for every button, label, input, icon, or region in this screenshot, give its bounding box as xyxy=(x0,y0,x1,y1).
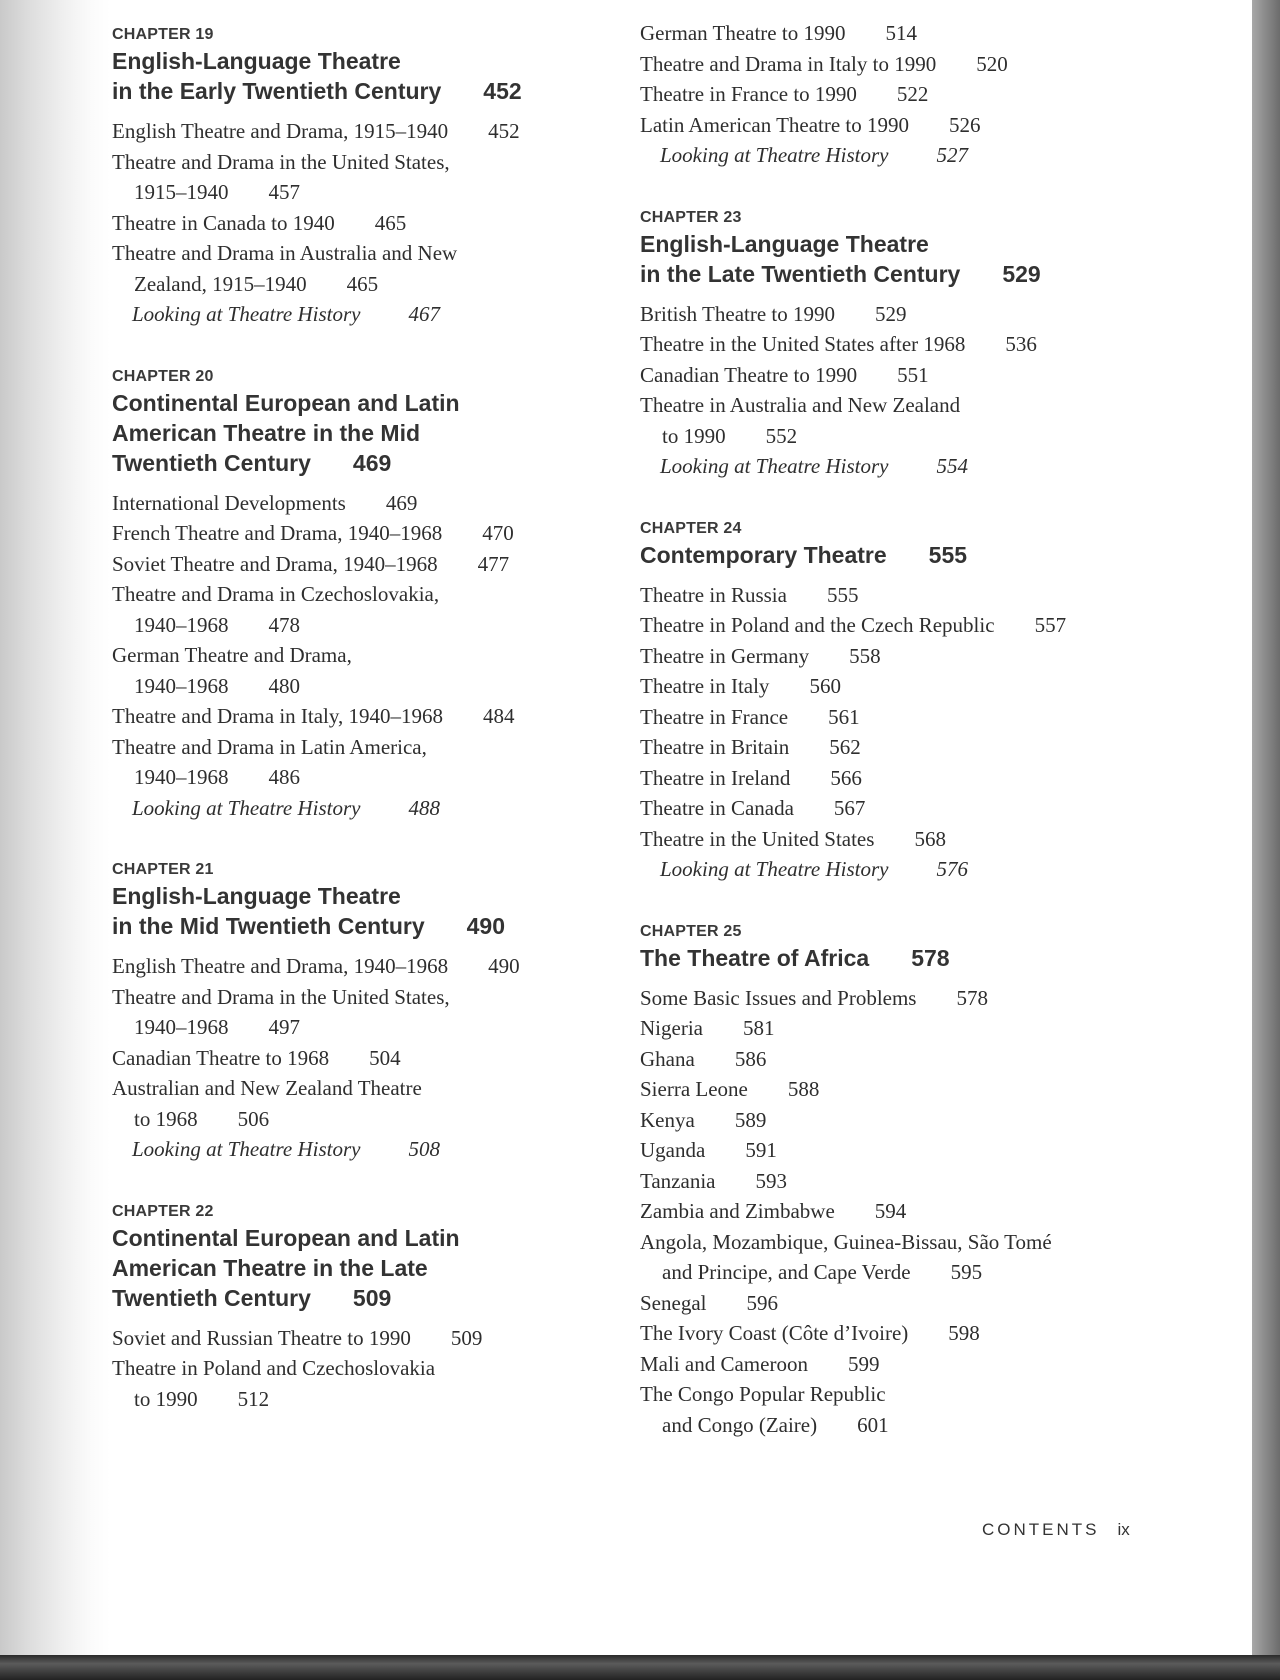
entry-line xyxy=(112,732,632,763)
entry-title: English Theatre and Drama, 1915–1940 xyxy=(112,119,449,143)
chapter-section xyxy=(112,368,632,824)
toc-entry[interactable] xyxy=(112,518,632,549)
entry-line xyxy=(640,1257,1240,1288)
toc-entry[interactable] xyxy=(640,299,1240,330)
chapter-title-line xyxy=(112,1253,632,1283)
entry-page-number: 484 xyxy=(483,704,515,728)
entry-page-number: 452 xyxy=(488,119,520,143)
running-head: CONTENTS xyxy=(982,1520,1100,1539)
entry-line xyxy=(112,208,632,239)
chapter-title-line xyxy=(112,388,632,418)
entry-page-number: 561 xyxy=(828,704,860,729)
chapter-label: CHAPTER 23 xyxy=(640,208,742,226)
entry-line xyxy=(640,390,1240,421)
toc-entry[interactable] xyxy=(112,1353,632,1414)
chapter-title-text: Contemporary Theatre xyxy=(640,541,887,568)
entry-line xyxy=(640,1410,1240,1441)
entry-line xyxy=(640,641,1240,672)
entry-title: Looking at Theatre History xyxy=(660,143,889,167)
entry-line xyxy=(640,580,1240,611)
entry-line xyxy=(112,579,632,610)
entry-line xyxy=(640,793,1240,824)
entry-title: Theatre in Poland and Czechoslovakia xyxy=(112,1356,436,1380)
chapter-title[interactable] xyxy=(112,1223,632,1313)
entry-page-number: 567 xyxy=(833,796,866,820)
chapter-label: CHAPTER 22 xyxy=(112,1202,214,1220)
entry-page-number: 593 xyxy=(755,1168,787,1193)
entry-line xyxy=(112,951,632,982)
entry-title: Looking at Theatre History xyxy=(132,795,361,820)
entry-line xyxy=(640,983,1240,1014)
toc-left-column xyxy=(112,26,632,1452)
chapter-title-line xyxy=(640,943,1240,973)
entry-title: Theatre in France to 1990 xyxy=(640,82,857,106)
entry-title: and Principe, and Cape Verde xyxy=(662,1260,911,1284)
entry-title: 1940–1968 xyxy=(134,1015,229,1039)
entry-title: Theatre and Drama in Czechoslovakia, xyxy=(112,582,440,606)
entry-line xyxy=(640,360,1240,391)
chapter-title-text: in the Late Twentieth Century xyxy=(640,260,961,287)
entry-line xyxy=(640,610,1240,641)
toc-entry[interactable] xyxy=(640,1044,1240,1075)
entry-page-number: 578 xyxy=(956,985,988,1010)
toc-entry[interactable] xyxy=(640,1318,1240,1349)
entry-page-number: 562 xyxy=(829,735,861,759)
chapter-title-text: English-Language Theatre xyxy=(640,230,929,257)
chapter-title[interactable] xyxy=(112,46,632,106)
entry-title: Looking at Theatre History xyxy=(660,857,889,881)
toc-entry[interactable] xyxy=(640,763,1240,794)
chapter-title-text: American Theatre in the Mid xyxy=(112,419,421,446)
entry-line xyxy=(112,1043,632,1074)
chapter-page-number: 578 xyxy=(911,944,950,971)
entry-page-number: 512 xyxy=(237,1386,270,1411)
entry-line xyxy=(112,1104,632,1135)
entry-page-number: 594 xyxy=(874,1199,907,1223)
entry-title: Theatre and Drama in the United States, xyxy=(112,149,450,174)
entry-page-number: 588 xyxy=(787,1077,820,1101)
entry-page-number: 522 xyxy=(896,82,929,106)
entry-title: English Theatre and Drama, 1940–1968 xyxy=(112,954,449,978)
entry-page-number: 486 xyxy=(268,765,300,789)
entry-title: 1915–1940 xyxy=(134,180,229,204)
toc-entry[interactable] xyxy=(112,549,632,580)
entry-title: German Theatre to 1990 xyxy=(640,21,846,45)
book-gutter-shadow xyxy=(0,0,110,1655)
entry-line xyxy=(132,793,632,824)
entry-title: Ghana xyxy=(640,1046,695,1071)
entry-title: Theatre and Drama in the United States, xyxy=(112,984,450,1009)
page-folio: ix xyxy=(1117,1520,1130,1539)
toc-entry[interactable] xyxy=(640,18,1240,49)
entry-line xyxy=(640,1044,1240,1075)
chapter-label: CHAPTER 21 xyxy=(112,861,214,878)
chapter-title-text: Continental European and Latin xyxy=(112,389,460,416)
toc-entry[interactable] xyxy=(640,1105,1240,1136)
entry-page-number: 490 xyxy=(488,954,520,978)
chapter-title-line xyxy=(640,259,1240,289)
entry-title: 1940–1968 xyxy=(134,612,229,637)
chapter-title[interactable] xyxy=(112,388,632,478)
chapter-label: CHAPTER 24 xyxy=(640,519,742,537)
entry-line xyxy=(640,329,1240,360)
entry-page-number: 465 xyxy=(374,210,407,235)
entry-line xyxy=(640,1318,1240,1349)
entry-title: Theatre in Canada to 1940 xyxy=(112,210,335,235)
entry-page-number: 465 xyxy=(346,271,379,296)
toc-entry[interactable] xyxy=(112,640,632,701)
entry-page-number: 509 xyxy=(450,1325,483,1350)
entry-page-number: 560 xyxy=(809,674,841,698)
entry-page-number: 558 xyxy=(849,643,881,668)
chapter-title-text: English-Language Theatre xyxy=(112,883,401,909)
entry-line xyxy=(640,1349,1240,1380)
entry-line xyxy=(112,269,632,300)
toc-entry[interactable] xyxy=(112,116,632,147)
entry-line xyxy=(640,110,1240,141)
chapter-title-line xyxy=(640,540,1240,570)
chapter-section xyxy=(112,26,632,330)
entry-page-number: 601 xyxy=(857,1412,889,1437)
entry-title: Tanzania xyxy=(640,1168,716,1193)
toc-entry[interactable] xyxy=(112,951,632,982)
entry-title: Theatre in Poland and the Czech Republic xyxy=(640,613,995,637)
toc-entry[interactable] xyxy=(112,1323,632,1354)
entry-line xyxy=(640,1227,1240,1258)
chapter-title-text: Twentieth Century xyxy=(112,449,311,476)
toc-entry[interactable] xyxy=(640,1135,1240,1166)
toc-entry[interactable] xyxy=(640,329,1240,360)
entry-line xyxy=(132,1134,632,1165)
entry-page-number: 586 xyxy=(734,1046,767,1071)
toc-entry[interactable] xyxy=(640,824,1240,855)
chapter-label: CHAPTER 20 xyxy=(112,367,214,385)
chapter-title-line xyxy=(112,448,632,478)
chapter-title-line xyxy=(112,46,632,76)
entry-page-number: 497 xyxy=(268,1015,300,1039)
entry-line xyxy=(640,824,1240,855)
looking-at-theatre-history-entry[interactable] xyxy=(640,854,1240,885)
entry-title: 1940–1968 xyxy=(134,673,229,698)
chapter-title-line xyxy=(640,229,1240,259)
entry-title: Theatre and Drama in Italy to 1990 xyxy=(640,51,937,76)
toc-entry[interactable] xyxy=(112,208,632,239)
toc-entry[interactable] xyxy=(640,671,1240,702)
entry-title: Looking at Theatre History xyxy=(132,1137,361,1161)
chapter-label: CHAPTER 19 xyxy=(112,26,214,43)
entry-line xyxy=(660,140,1240,171)
chapter-page-number: 555 xyxy=(928,541,968,568)
looking-at-theatre-history-entry[interactable] xyxy=(112,793,632,824)
toc-entry[interactable] xyxy=(640,610,1240,641)
entry-line xyxy=(640,1379,1240,1410)
chapter-title-text: English-Language Theatre xyxy=(112,48,401,74)
chapter-section xyxy=(640,209,1240,482)
entry-line xyxy=(640,1074,1240,1105)
entry-title: French Theatre and Drama, 1940–1968 xyxy=(112,521,443,545)
entry-page-number: 568 xyxy=(914,826,946,851)
entry-title: Zealand, 1915–1940 xyxy=(134,271,307,296)
entry-line xyxy=(640,763,1240,794)
entry-page-number: 581 xyxy=(742,1016,775,1040)
entry-page-number: 526 xyxy=(949,112,981,137)
chapter-title-line xyxy=(112,1223,632,1253)
chapter-title-line xyxy=(112,881,632,911)
entry-line xyxy=(112,1353,632,1384)
toc-entry[interactable] xyxy=(640,983,1240,1014)
toc-entry[interactable] xyxy=(640,1288,1240,1319)
entry-line xyxy=(660,854,1240,885)
chapter-page-number: 490 xyxy=(466,913,505,939)
entry-line xyxy=(640,421,1240,452)
entry-title: Theatre in the United States xyxy=(640,826,875,851)
entry-title: Uganda xyxy=(640,1138,706,1162)
entry-line xyxy=(112,116,632,147)
entry-line xyxy=(660,451,1240,482)
toc-entry[interactable] xyxy=(640,702,1240,733)
entry-line xyxy=(640,1288,1240,1319)
entry-line xyxy=(640,671,1240,702)
entry-title: Theatre in the United States after 1968 xyxy=(640,332,966,356)
entry-page-number: 477 xyxy=(477,551,510,576)
entry-title: Canadian Theatre to 1968 xyxy=(112,1045,330,1070)
entry-line xyxy=(112,1012,632,1043)
toc-entry[interactable] xyxy=(112,579,632,640)
toc-entry[interactable] xyxy=(640,580,1240,611)
entry-page-number: 566 xyxy=(830,765,862,790)
toc-entry[interactable] xyxy=(640,641,1240,672)
entry-line xyxy=(640,49,1240,80)
entry-page-number: 536 xyxy=(1005,332,1037,356)
entry-title: to 1990 xyxy=(662,423,726,448)
toc-entry[interactable] xyxy=(112,732,632,793)
toc-entry[interactable] xyxy=(640,1166,1240,1197)
looking-at-theatre-history-entry[interactable] xyxy=(112,299,632,330)
toc-entry[interactable] xyxy=(112,1043,632,1074)
entry-line xyxy=(112,177,632,208)
chapter-page-number: 509 xyxy=(352,1284,392,1311)
entry-line xyxy=(640,1105,1240,1136)
toc-entry[interactable] xyxy=(640,1196,1240,1227)
chapter-title[interactable] xyxy=(112,881,632,941)
entry-line xyxy=(112,549,632,580)
entry-line xyxy=(112,518,632,549)
entry-line xyxy=(112,1323,632,1354)
toc-entry[interactable] xyxy=(640,49,1240,80)
entry-line xyxy=(640,702,1240,733)
toc-entry[interactable] xyxy=(112,982,632,1043)
entry-line xyxy=(112,1073,632,1104)
entry-line xyxy=(112,640,632,671)
chapter-title-line xyxy=(112,1283,632,1313)
entry-page-number: 520 xyxy=(976,51,1008,76)
entry-page-number: 504 xyxy=(369,1045,401,1070)
chapter-title-text: Continental European and Latin xyxy=(112,1224,460,1251)
chapter-title[interactable] xyxy=(640,943,1240,973)
entry-page-number: 589 xyxy=(734,1107,767,1132)
entry-title: Nigeria xyxy=(640,1016,703,1040)
chapter-title[interactable] xyxy=(640,229,1240,289)
entry-title: Theatre and Drama in Australia and New xyxy=(112,241,458,265)
entry-title: 1940–1968 xyxy=(134,765,229,789)
page-right-edge xyxy=(1252,0,1280,1680)
chapter-page-number: 452 xyxy=(483,78,522,104)
looking-at-theatre-history-entry[interactable] xyxy=(640,140,1240,171)
entry-title: Latin American Theatre to 1990 xyxy=(640,112,910,137)
entry-title: Australian and New Zealand Theatre xyxy=(112,1076,422,1100)
entry-line xyxy=(640,1196,1240,1227)
chapter-page-number: 529 xyxy=(1002,260,1041,287)
entry-line xyxy=(640,79,1240,110)
chapter-section xyxy=(640,520,1240,885)
entry-page-number: 555 xyxy=(826,582,859,607)
entry-title: Looking at Theatre History xyxy=(132,302,361,326)
toc-entry[interactable] xyxy=(640,1074,1240,1105)
chapter-title-line xyxy=(112,418,632,448)
entry-page-number: 527 xyxy=(936,143,968,167)
toc-entry[interactable] xyxy=(112,147,632,208)
entry-title: International Developments xyxy=(112,490,346,515)
entry-page-number: 457 xyxy=(268,180,300,204)
entry-title: to 1968 xyxy=(134,1106,198,1131)
entry-title: Kenya xyxy=(640,1107,695,1132)
chapter-title[interactable] xyxy=(640,540,1240,570)
entry-line xyxy=(112,671,632,702)
entry-line xyxy=(112,147,632,178)
entry-title: The Congo Popular Republic xyxy=(640,1382,886,1406)
entry-page-number: 551 xyxy=(897,362,929,387)
entry-page-number: 514 xyxy=(885,21,917,45)
entry-title: Theatre in France xyxy=(640,704,789,729)
entry-line xyxy=(112,762,632,793)
entry-page-number: 508 xyxy=(408,1137,440,1161)
entry-page-number: 478 xyxy=(268,612,300,637)
entry-line xyxy=(640,1013,1240,1044)
entry-title: Zambia and Zimbabwe xyxy=(640,1199,835,1223)
chapter-title-text: in the Mid Twentieth Century xyxy=(112,913,425,939)
toc-entry[interactable] xyxy=(640,110,1240,141)
entry-line xyxy=(640,732,1240,763)
entry-line xyxy=(112,488,632,519)
entry-title: Senegal xyxy=(640,1290,707,1315)
chapter-title-text: American Theatre in the Late xyxy=(112,1254,428,1281)
entry-page-number: 598 xyxy=(948,1321,980,1345)
entry-page-number: 552 xyxy=(765,423,798,448)
chapter-page-number: 469 xyxy=(352,449,392,476)
entry-line xyxy=(112,982,632,1013)
page-footer xyxy=(982,1520,1130,1540)
toc-entry[interactable] xyxy=(112,701,632,732)
entry-title: Canadian Theatre to 1990 xyxy=(640,362,858,387)
toc-entry[interactable] xyxy=(112,488,632,519)
looking-at-theatre-history-entry[interactable] xyxy=(112,1134,632,1165)
entry-page-number: 576 xyxy=(936,857,968,881)
chapter-title-line xyxy=(112,76,632,106)
entry-page-number: 599 xyxy=(847,1351,880,1376)
toc-entry[interactable] xyxy=(640,1013,1240,1044)
toc-right-column xyxy=(640,18,1240,1478)
entry-page-number: 596 xyxy=(746,1290,778,1315)
entry-page-number: 591 xyxy=(745,1138,777,1162)
toc-entry[interactable] xyxy=(640,793,1240,824)
entry-line xyxy=(112,1384,632,1415)
entry-line xyxy=(640,18,1240,49)
chapter-title-text: The Theatre of Africa xyxy=(640,944,870,971)
continued-section xyxy=(640,18,1240,171)
chapter-title-text: in the Early Twentieth Century xyxy=(112,78,442,104)
toc-entry[interactable] xyxy=(640,360,1240,391)
entry-page-number: 595 xyxy=(950,1260,983,1284)
entry-title: Looking at Theatre History xyxy=(660,454,889,478)
entry-title: Sierra Leone xyxy=(640,1077,748,1101)
toc-entry[interactable] xyxy=(640,390,1240,451)
entry-title: Theatre and Drama in Italy, 1940–1968 xyxy=(112,704,444,728)
entry-page-number: 529 xyxy=(875,301,907,326)
entry-page-number: 506 xyxy=(237,1106,270,1131)
entry-title: Soviet Theatre and Drama, 1940–1968 xyxy=(112,551,438,576)
entry-title: British Theatre to 1990 xyxy=(640,301,835,326)
entry-line xyxy=(640,1166,1240,1197)
entry-title: and Congo (Zaire) xyxy=(662,1412,818,1437)
page-bottom-edge xyxy=(0,1655,1280,1680)
toc-entry[interactable] xyxy=(640,79,1240,110)
entry-line xyxy=(640,1135,1240,1166)
chapter-title-text: Twentieth Century xyxy=(112,1284,311,1311)
entry-line xyxy=(112,238,632,269)
entry-line xyxy=(112,701,632,732)
entry-title: Theatre in Canada xyxy=(640,796,794,820)
toc-entry[interactable] xyxy=(112,238,632,299)
toc-entry[interactable] xyxy=(640,1379,1240,1440)
entry-line xyxy=(132,299,632,330)
entry-title: Theatre in Britain xyxy=(640,735,790,759)
entry-page-number: 470 xyxy=(482,521,514,545)
entry-title: to 1990 xyxy=(134,1386,198,1411)
chapter-section xyxy=(640,923,1240,1441)
toc-entry[interactable] xyxy=(640,1349,1240,1380)
entry-title: Soviet and Russian Theatre to 1990 xyxy=(112,1325,411,1350)
entry-title: Theatre in Ireland xyxy=(640,765,791,790)
toc-entry[interactable] xyxy=(112,1073,632,1134)
entry-page-number: 554 xyxy=(936,454,968,478)
entry-page-number: 469 xyxy=(385,490,418,515)
entry-title: Theatre in Australia and New Zealand xyxy=(640,393,961,417)
chapter-section xyxy=(112,1203,632,1415)
toc-entry[interactable] xyxy=(640,1227,1240,1288)
entry-page-number: 467 xyxy=(408,302,440,326)
entry-title: Theatre in Italy xyxy=(640,674,770,698)
entry-line xyxy=(640,299,1240,330)
looking-at-theatre-history-entry[interactable] xyxy=(640,451,1240,482)
entry-line xyxy=(112,610,632,641)
chapter-title-line xyxy=(112,911,632,941)
entry-title: The Ivory Coast (Côte d’Ivoire) xyxy=(640,1321,909,1345)
chapter-section xyxy=(112,861,632,1165)
entry-title: Theatre in Germany xyxy=(640,643,810,668)
entry-page-number: 557 xyxy=(1034,613,1067,637)
entry-title: Some Basic Issues and Problems xyxy=(640,985,917,1010)
entry-title: Theatre and Drama in Latin America, xyxy=(112,734,427,759)
chapter-label: CHAPTER 25 xyxy=(640,922,742,940)
entry-title: Mali and Cameroon xyxy=(640,1351,808,1376)
entry-title: German Theatre and Drama, xyxy=(112,643,352,667)
entry-page-number: 488 xyxy=(408,795,440,820)
entry-page-number: 480 xyxy=(268,673,300,698)
entry-title: Angola, Mozambique, Guinea-Bissau, São Tomé xyxy=(640,1229,1052,1254)
toc-entry[interactable] xyxy=(640,732,1240,763)
entry-title: Theatre in Russia xyxy=(640,582,787,607)
